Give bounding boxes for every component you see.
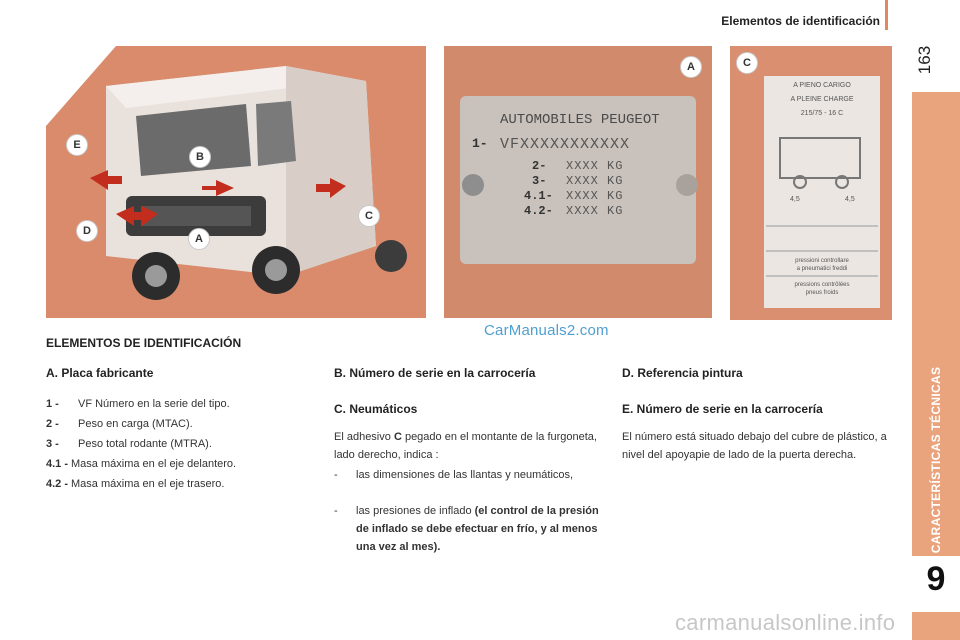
heading-a-manufacturer-plate: A. Placa fabricante (46, 366, 154, 380)
serial-number-description: El número está situado debajo del cubre de plástico, a nivel del apoyapie de lado de la puerta derecha. (622, 431, 887, 461)
chapter-side-label-text: CARACTERÍSTICAS TÉCNICAS (929, 366, 943, 554)
tire-label-right-value: 4,5 (845, 196, 855, 203)
bullet-dash: - (334, 469, 338, 481)
tire-label-left-value: 4,5 (790, 196, 800, 203)
tyres-bullet-1 (334, 466, 614, 502)
bullet-dash: - (334, 505, 338, 517)
bullet-text-regular: las presiones de inflado (356, 505, 475, 517)
watermark-carmanualsonline: carmanualsonline.info (675, 610, 896, 635)
list-item (46, 396, 316, 416)
tire-label-footer2: a pneumatici freddi (796, 266, 848, 272)
plate-items-list (46, 396, 316, 496)
plate-row-4-value: XXXX KG (566, 189, 624, 203)
tire-label-figure (730, 46, 892, 320)
plate-row-1-value: VFXXXXXXXXXXX (500, 136, 631, 153)
item-3-num: 3 - (46, 438, 59, 450)
van-marker-b: B (189, 146, 211, 168)
header-divider (885, 0, 888, 30)
plate-row-2-num: 2- (532, 159, 547, 173)
van-marker-d: D (76, 220, 98, 242)
chapter-side-label (915, 330, 957, 590)
tyres-intro-text-1: El adhesivo (334, 431, 394, 443)
plate-rivet-left (462, 174, 484, 196)
tyres-bullet-2 (334, 502, 614, 556)
tyres-intro-text-2: pegado en el montante de la furgoneta, lado derecho, indica : (334, 431, 597, 461)
item-41-text: Masa máxima en el eje delantero. (71, 458, 237, 470)
tire-label-line1: A PIENO CARIGO (793, 82, 851, 89)
tire-label-footer4: pneus froids (805, 290, 839, 296)
van-figure (46, 46, 426, 318)
plate-row-3-value: XXXX KG (566, 174, 624, 188)
tire-label-footer3: pressions contrôlées (794, 282, 850, 288)
plate-row-5-num: 4.2- (524, 204, 553, 218)
heading-d-paint-reference: D. Referencia pintura (622, 366, 743, 380)
item-42-text: Masa máxima en el eje trasero. (71, 478, 225, 490)
heading-c-tyres: C. Neumáticos (334, 402, 418, 416)
item-42-num: 4.2 - (46, 478, 69, 490)
bullet-text-bold: (el control de la presión de inflado se debe efectuar en frío, y al menos una vez al mes). (356, 505, 599, 553)
tyres-intro (334, 428, 606, 464)
watermark-carmanuals2: CarManuals2.com (484, 322, 609, 339)
item-41-num: 4.1 - (46, 458, 69, 470)
tyres-intro-bold: C (393, 431, 402, 443)
section-title: ELEMENTOS DE IDENTIFICACIÓN (46, 336, 242, 350)
heading-b-serial-number: B. Número de serie en la carrocería (334, 366, 536, 380)
tire-label-line2: A PLEINE CHARGE (790, 96, 854, 103)
list-item (46, 476, 316, 496)
list-item (46, 436, 316, 456)
heading-e-serial-number: E. Número de serie en la carrocería (622, 402, 823, 416)
plate-row-1-num: 1- (472, 136, 488, 151)
item-3-text: Peso total rodante (MTRA). (78, 438, 212, 450)
page-number: 163 (915, 45, 934, 75)
item-2-text: Peso en carga (MTAC). (78, 418, 193, 430)
chapter-number: 9 (926, 560, 946, 598)
item-1-text: VF Número en la serie del tipo. (78, 398, 230, 410)
plate-row-5-value: XXXX KG (566, 204, 624, 218)
plate-maker: AUTOMOBILES PEUGEOT (500, 112, 660, 128)
bullet-text: las dimensiones de las llantas y neumáticos, (356, 469, 574, 481)
list-item (46, 456, 316, 476)
van-illustration (46, 46, 426, 318)
tire-label-size: 215/75 - 16 C (800, 110, 844, 117)
tire-marker-c: C (736, 52, 758, 74)
plate-row-4-num: 4.1- (524, 189, 553, 203)
list-item (46, 416, 316, 436)
item-2-num: 2 - (46, 418, 59, 430)
plate-row-2-value: XXXX KG (566, 159, 624, 173)
van-marker-c: C (358, 205, 380, 227)
plate-row-3-num: 3- (532, 174, 547, 188)
plate-marker-a: A (680, 56, 702, 78)
plate-figure (444, 46, 712, 318)
van-marker-e: E (66, 134, 88, 156)
bullet-text (356, 502, 608, 556)
tire-label-footer1: pressioni controllare (795, 258, 849, 264)
plate-rivet-right (676, 174, 698, 196)
item-1-num: 1 - (46, 398, 59, 410)
tire-label-van-drawing (730, 46, 892, 320)
van-marker-a: A (188, 228, 210, 250)
page-header-title: Elementos de identificación (721, 14, 880, 28)
